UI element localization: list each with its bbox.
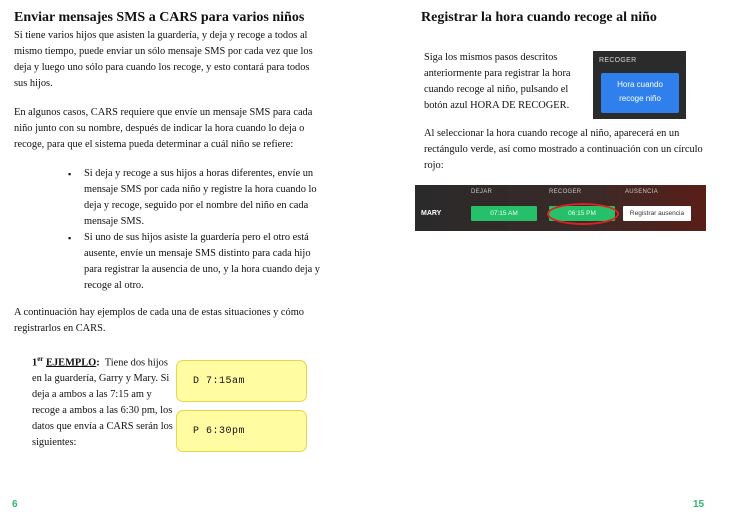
text-line: mensaje SMS por cada niño y registre la hora cuando lo [84,184,317,195]
example-ordinal: er [37,355,44,363]
text-line: Tiene dos hijos [104,357,168,369]
text-line: A continuación hay ejemplos de cada una de estas situaciones y cómo [14,307,304,318]
text-line: Si tiene varios hijos que asisten la guardería, y deja y recoge a todos al [14,30,308,41]
steps-paragraph [424,50,584,114]
text-line: botón azul HORA DE RECOGER. [424,100,570,111]
example-label: EJEMPLO [46,357,97,369]
bullet-item [84,166,334,230]
text-line: en la guardería, Garry y Mary. Si [32,373,170,385]
text-line: deja y recoge, seguido por el nombre del niño en cada [84,200,309,211]
text-line: anteriormente para registrar la hora [424,68,571,79]
bullet-item [84,230,334,294]
example-colon: : [96,357,100,369]
text-line: recoge al otro. [84,280,144,291]
right-page-number: 15 [693,499,705,510]
text-line: ▪ Si uno de sus hijos asiste la guardería pero el otro está [84,232,309,243]
sms-pickup-note [176,410,307,452]
selection-paragraph [424,126,714,174]
text-line: mismo tiempo, puede enviar un sólo mensaje SMS por cada vez que los [14,46,313,57]
text-line: recoge a ambos a las 6:30 pm, los [32,405,173,416]
text-line: sus hijos. [14,78,53,89]
button-line: recoge niño [619,94,661,103]
red-highlight-circle [547,203,619,225]
text-line: Siga los mismos pasos descritos [424,52,558,63]
attendance-strip-screenshot [415,185,706,231]
text-line: datos que envía a CARS serán los [32,421,173,432]
recoger-header: RECOGER [599,57,637,64]
example-heading-line [32,351,177,371]
child-name: MARY [421,210,442,217]
text-line: deja a ambos a las 7:15 am y [32,389,152,401]
recoger-screenshot [593,51,686,119]
text-line: siguientes: [32,437,77,448]
left-page-title: Enviar mensajes SMS a CARS para varios niños [14,10,305,25]
cases-paragraph [14,105,344,153]
text-line: rojo: [424,160,444,171]
text-line: deja y luego uno sólo para cuando los recoge, y esto contará para todos [14,62,310,73]
text-line: cuando recoge al niño, pulsando el [424,84,569,95]
text-line: Al seleccionar la hora cuando recoge al niño, aparecerá en un [424,128,680,139]
examples-intro [14,305,344,337]
text-line: ▪ Si deja y recoge a sus hijos a horas diferentes, envíe un [84,168,314,179]
drop-time-button[interactable]: 07:15 AM [471,206,537,221]
example-number: 1 [32,357,38,369]
sms-pickup-text: P 6:30pm [193,425,246,437]
pickup-time-button[interactable] [601,73,679,113]
column-header-recoger: RECOGER [549,189,582,195]
text-line: para registrar la ausencia de uno, y la hora cuando deja y [84,264,320,275]
right-page-title: Registrar la hora cuando recoge al niño [421,10,657,25]
intro-paragraph [14,28,344,92]
text-line: registrarlos en CARS. [14,323,106,334]
example-text-continued [32,403,177,451]
column-header-dejar: DEJAR [471,189,493,195]
pick-time-button[interactable]: 06:15 PM [549,206,615,221]
bullet-list [84,166,334,294]
left-page-number: 6 [12,499,18,510]
text-line: En algunos casos, CARS requiere que envíe un mensaje SMS para cada [14,107,313,118]
sms-dropoff-text: D 7:15am [193,375,246,387]
text-line: recoge, para que el sistema pueda determinar a cuál niño se refiere: [14,139,294,150]
sms-dropoff-note [176,360,307,402]
text-line: niño junto con su nombre, después de indicar la hora cuando lo deja o [14,123,305,134]
register-absence-button[interactable]: Registrar ausencia [623,206,691,221]
button-line: Hora cuando [617,80,663,89]
text-line: rectángulo verde, así como mostrado a continuación con un círculo [424,144,703,155]
column-header-ausencia: AUSENCIA [625,189,659,195]
example-text [32,351,177,403]
text-line: ausente, envíe un mensaje SMS distinto para cada hijo [84,248,311,259]
text-line: mensaje SMS. [84,216,145,227]
